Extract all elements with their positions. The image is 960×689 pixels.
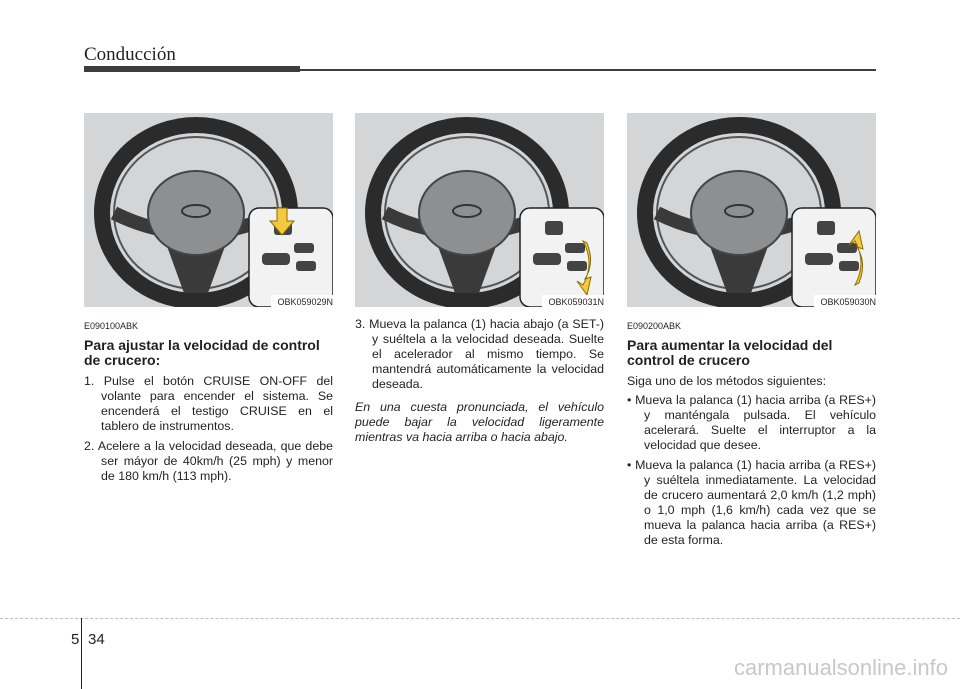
- header-rule-thin: [300, 69, 876, 71]
- steering-wheel-illustration: [84, 113, 333, 307]
- list-item: 2. Acelere a la velocidad deseada, que debe ser máyor de 40km/h (25 mph) y menor de 180 km/h (113 mph).: [84, 439, 333, 483]
- steering-wheel-illustration: [355, 113, 604, 307]
- chapter-number: 5: [71, 631, 80, 648]
- section-code: E090100ABK: [84, 321, 139, 331]
- cruise-switch-callout: [520, 208, 604, 307]
- list-item: 1. Pulse el botón CRUISE ON-OFF del volante para encender el sistema. Se encenderá el testigo CRUISE en el tablero de instrumentos.: [84, 374, 333, 433]
- figure-steering-wheel-2: [355, 113, 604, 307]
- intro-text: Siga uno de los métodos siguientes:: [627, 374, 827, 388]
- figure-steering-wheel-3: [627, 113, 876, 307]
- column-2: [355, 113, 604, 445]
- footer-divider: [0, 618, 960, 619]
- section-code: E090200ABK: [627, 321, 682, 331]
- method-list: [627, 393, 876, 548]
- column-1: [84, 113, 333, 489]
- list-item: 3. Mueva la palanca (1) hacia abajo (a SET-) y suéltela a la velocidad deseada. Suelte el acelerador al mismo tiempo. Se mantendrá automáticamente la velocidad deseada.: [355, 317, 604, 391]
- page-number-separator: [81, 618, 82, 689]
- watermark: carmanualsonline.info: [733, 655, 948, 680]
- steering-wheel-illustration: [627, 113, 876, 307]
- cruise-switch-callout: [792, 208, 876, 307]
- figure-code: OBK059030N: [814, 295, 876, 307]
- column-3: [627, 113, 876, 553]
- step-list: [84, 374, 333, 484]
- section-heading: Para aumentar la velocidad del control de crucero: [627, 337, 833, 368]
- cruise-switch-callout: [249, 208, 333, 307]
- section-heading: Para ajustar la velocidad de control de crucero:: [84, 337, 320, 368]
- page-number: 34: [88, 631, 105, 648]
- list-item: • Mueva la palanca (1) hacia arriba (a RES+) y suéltela inmediatamente. La velocidad de crucero aumentará 2,0 km/h (1,2 mph) o 1,0 mph (1,6 km/h) cada vez que se mueva la palanca hacia arriba (a RES+) de esta forma.: [627, 458, 876, 547]
- header-rule-thick: [84, 66, 300, 72]
- figure-code: OBK059031N: [542, 295, 604, 307]
- figure-steering-wheel-1: [84, 113, 333, 307]
- note-text: En una cuesta pronunciada, el vehículo puede bajar la velocidad ligeramente mientras va hacia arriba o hacia abajo.: [355, 400, 604, 444]
- figure-code: OBK059029N: [271, 295, 333, 307]
- page-header-title: Conducción: [84, 44, 176, 65]
- list-item: • Mueva la palanca (1) hacia arriba (a RES+) y manténgala pulsada. El vehículo acelerará. Suelte el interruptor a la velocidad que desee.: [627, 393, 876, 452]
- step-list: [355, 315, 604, 392]
